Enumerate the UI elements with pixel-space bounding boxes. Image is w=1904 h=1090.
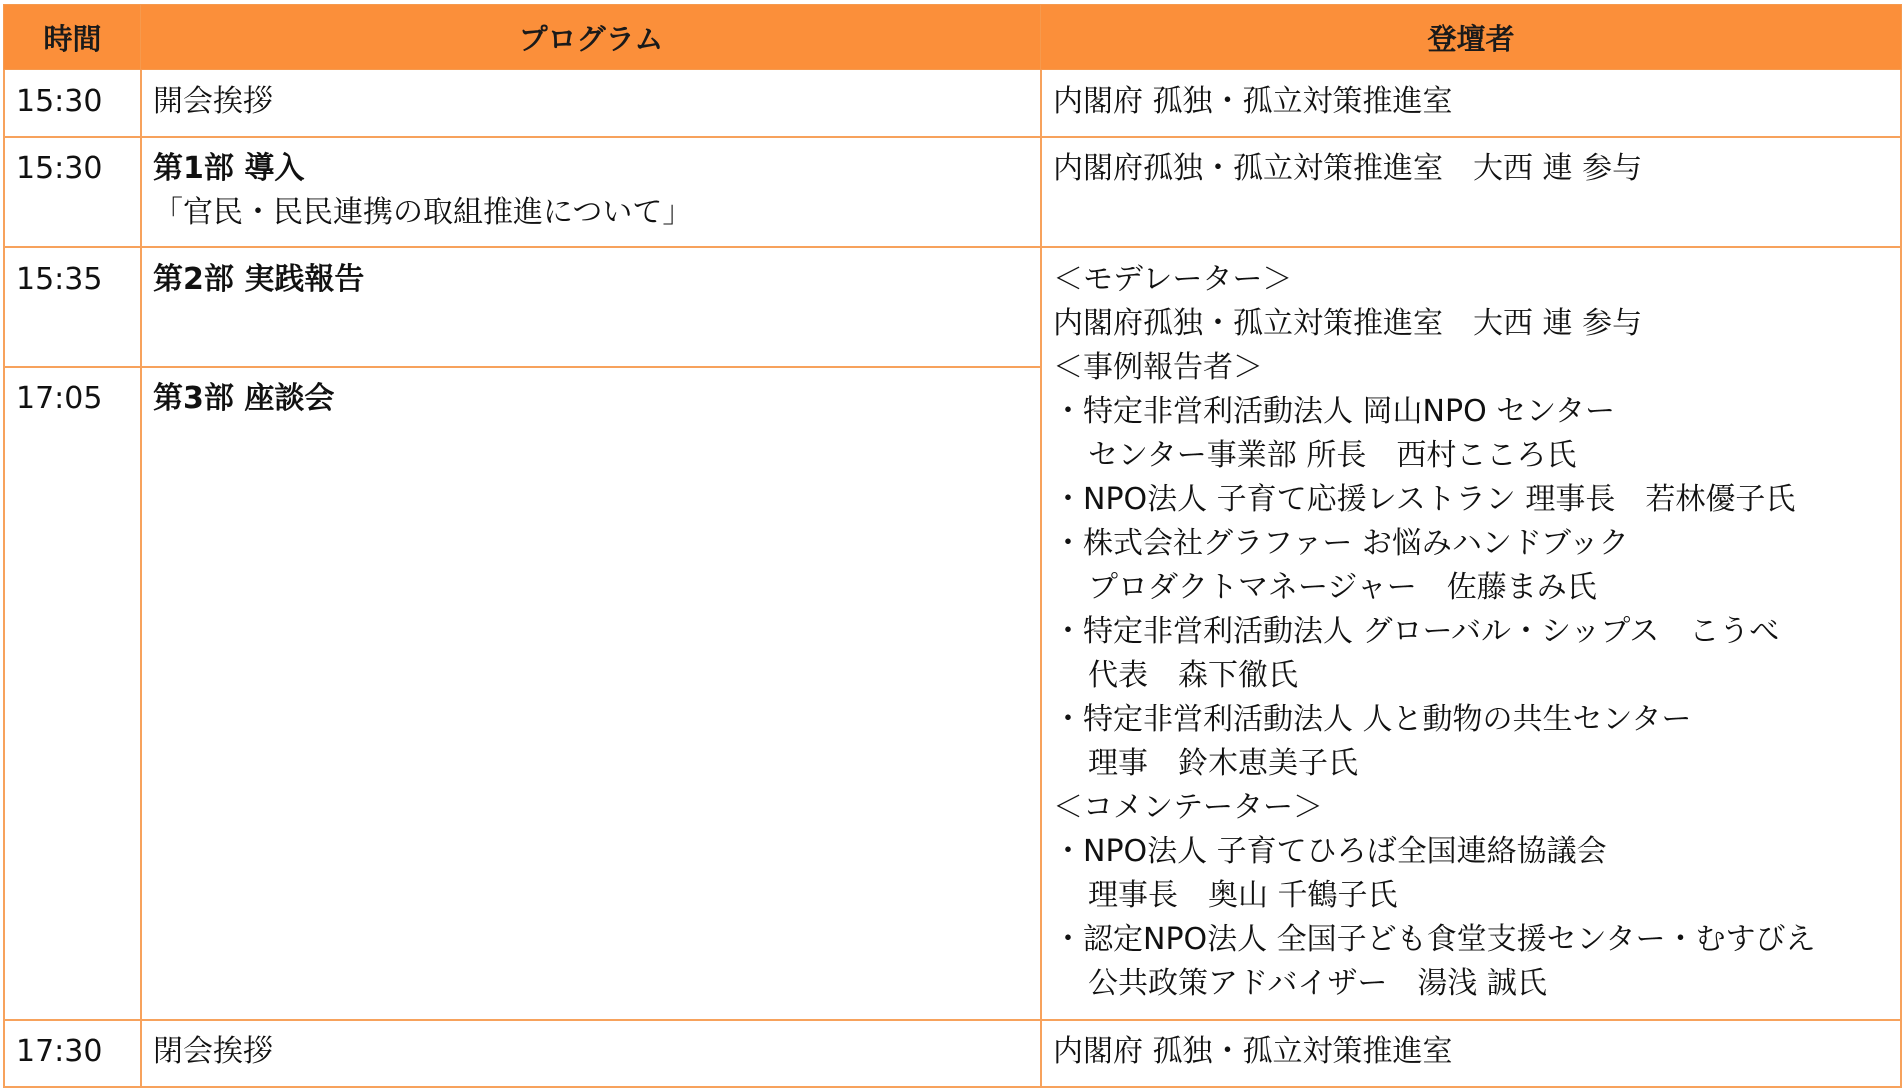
speaker-cell bbox=[1053, 147, 1642, 191]
speaker-line: センター事業部 所長 西村こころ氏 bbox=[1088, 438, 1577, 473]
row-divider bbox=[3, 246, 1902, 248]
header-program-label: プログラム bbox=[518, 21, 664, 56]
speaker-line: ・NPO法人 子育てひろば全国連絡協議会 bbox=[1053, 834, 1607, 869]
program-cell bbox=[153, 147, 692, 235]
row-divider bbox=[3, 366, 1042, 368]
speaker-line: プロダクトマネージャー 佐藤まみ氏 bbox=[1088, 570, 1597, 605]
row-divider bbox=[3, 1019, 1902, 1021]
panel-speakers-cell bbox=[1053, 258, 1815, 1006]
header-program bbox=[140, 4, 1042, 70]
program-text: 閉会挨拶 bbox=[153, 1034, 273, 1069]
border-left bbox=[3, 70, 5, 1088]
time-cell bbox=[16, 80, 102, 124]
divider-program bbox=[1040, 70, 1042, 1088]
speaker-line: 内閣府孤独・孤立対策推進室 大西 連 参与 bbox=[1053, 306, 1643, 341]
speaker-text: 内閣府 孤独・孤立対策推進室 bbox=[1053, 84, 1453, 119]
program-title: 第3部 座談会 bbox=[153, 381, 335, 416]
row-divider bbox=[3, 136, 1902, 138]
speaker-line: ・特定非営利活動法人 グローバル・シップス こうべ bbox=[1053, 614, 1780, 649]
divider-time bbox=[140, 70, 142, 1088]
speaker-text: 内閣府 孤独・孤立対策推進室 bbox=[1053, 1034, 1453, 1069]
speaker-line: ・認定NPO法人 全国子ども食堂支援センター・むすびえ bbox=[1053, 922, 1816, 957]
program-text: 開会挨拶 bbox=[153, 84, 273, 119]
section-heading-moderator: ＜モデレーター＞ bbox=[1053, 262, 1293, 297]
header-speakers-label: 登壇者 bbox=[1427, 21, 1515, 56]
program-cell bbox=[153, 377, 334, 421]
time-value: 15:30 bbox=[16, 151, 103, 186]
time-value: 15:35 bbox=[16, 262, 103, 297]
time-cell bbox=[16, 1030, 102, 1074]
header-speakers bbox=[1040, 4, 1902, 70]
time-value: 15:30 bbox=[16, 84, 103, 119]
speaker-line: 理事 鈴木恵美子氏 bbox=[1088, 746, 1358, 781]
time-value: 17:05 bbox=[16, 381, 103, 416]
section-heading-reporters: ＜事例報告者＞ bbox=[1053, 350, 1263, 385]
speaker-cell bbox=[1053, 80, 1453, 124]
border-bottom bbox=[3, 1086, 1902, 1088]
program-title: 第2部 実践報告 bbox=[153, 262, 365, 297]
time-cell bbox=[16, 377, 102, 421]
speaker-cell bbox=[1053, 1030, 1453, 1074]
speaker-line: 代表 森下徹氏 bbox=[1088, 658, 1298, 693]
speaker-line: ・特定非営利活動法人 岡山NPO センター bbox=[1053, 394, 1616, 429]
time-cell bbox=[16, 147, 102, 191]
border-right bbox=[1900, 70, 1902, 1088]
header-time-label: 時間 bbox=[43, 21, 102, 56]
speaker-text: 内閣府孤独・孤立対策推進室 大西 連 参与 bbox=[1053, 151, 1643, 186]
program-cell bbox=[153, 80, 273, 124]
time-cell bbox=[16, 258, 102, 302]
header-time bbox=[3, 4, 142, 70]
program-cell bbox=[153, 1030, 273, 1074]
program-title: 第1部 導入 bbox=[153, 151, 305, 186]
section-heading-commentators: ＜コメンテーター＞ bbox=[1053, 790, 1323, 825]
program-cell bbox=[153, 258, 364, 302]
speaker-line: ・特定非営利活動法人 人と動物の共生センター bbox=[1053, 702, 1692, 737]
speaker-line: 理事長 奥山 千鶴子氏 bbox=[1088, 878, 1398, 913]
program-text: 「官民・民民連携の取組推進について」 bbox=[153, 195, 693, 230]
speaker-line: ・NPO法人 子育て応援レストラン 理事長 若林優子氏 bbox=[1053, 482, 1796, 517]
speaker-line: 公共政策アドバイザー 湯浅 誠氏 bbox=[1088, 966, 1547, 1001]
time-value: 17:30 bbox=[16, 1034, 103, 1069]
speaker-line: ・株式会社グラファー お悩みハンドブック bbox=[1053, 526, 1629, 561]
